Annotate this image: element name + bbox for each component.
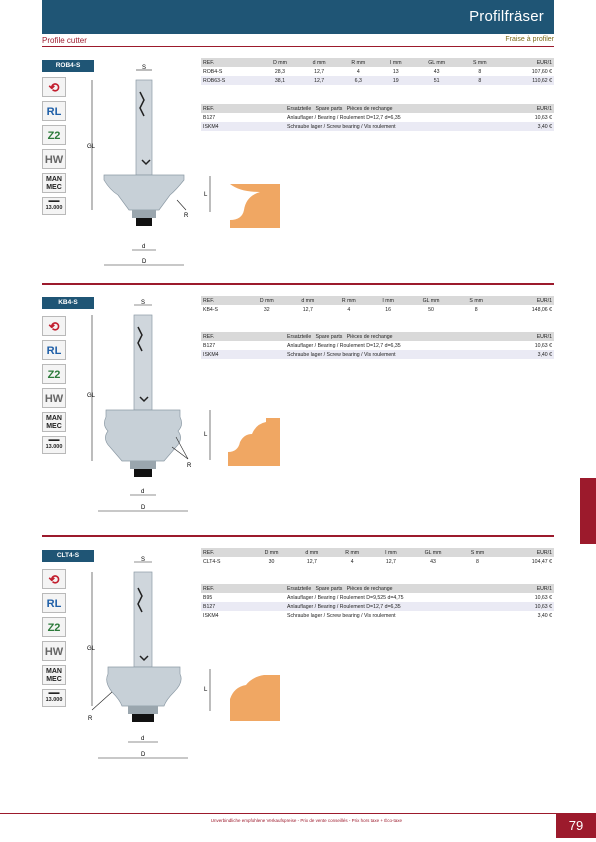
rl-icon: RL: [42, 340, 66, 360]
parts-table-kb4: REF. Ersatzteile Spare parts Pièces de rechange EUR/1 B127 Anlauflager / Bearing / Roulement D=12,7 d=6,35 10,63 € ISKM4 Schraube lager / Screw bearing / Vis roulement 3,40 €: [203, 333, 552, 358]
table-row: B127 Anlauflager / Bearing / Roulement D=12,7 d=6,35 10,63 €: [203, 114, 552, 121]
rl-icon: RL: [42, 593, 66, 613]
table-row: B95 Anlauflager / Bearing / Roulement D=9,525 d=4,75 10,63 €: [203, 594, 552, 601]
subtitle-french: Fraise à profiler: [505, 36, 554, 43]
table-row: KB4-S 32 12,7 4 16 50 8 148,06 €: [203, 306, 552, 313]
dim-d-label: d: [141, 736, 145, 742]
rotation-icon: ⟲: [42, 569, 66, 589]
man-mec-icon: MAN MEC: [42, 412, 66, 432]
product-table-rob4: REF. D mm d mm R mm I mm GL mm S mm EUR/1 ROB4-S 28,3 12,7 4 13 43 8 107,60 € ROB63-S 38,1 12,7 6,3 19 51 8 110,62 €: [203, 59, 552, 84]
dim-r-line: [177, 200, 186, 210]
wood-profile: [230, 675, 280, 721]
hw-icon: HW: [42, 641, 66, 661]
product-code-badge: CLT4-S: [42, 550, 94, 562]
page-header: [42, 0, 554, 34]
cutter-body: [107, 667, 181, 706]
dim-D-label: D: [141, 505, 146, 511]
divider: [42, 46, 554, 47]
dim-D-label: D: [141, 752, 146, 758]
z2-icon: Z2: [42, 617, 66, 637]
wood-profile: [230, 184, 280, 228]
dim-l-label: L: [204, 192, 208, 198]
product-table-clt4: REF. D mm d mm R mm I mm GL mm S mm EUR/1 CLT4-S 30 12,7 4 12,7 43 8 104,47 €: [203, 549, 552, 565]
cutter-drawing-kb4: [84, 297, 204, 522]
cutter-drawing-clt4: [84, 550, 204, 768]
feature-icons: [42, 316, 68, 458]
shank: [134, 572, 152, 667]
z2-icon: Z2: [42, 125, 66, 145]
table-row: ISKM4 Schraube lager / Screw bearing / Vis roulement 3,40 €: [203, 123, 552, 130]
table-row: CLT4-S 30 12,7 4 12,7 43 8 104,47 €: [203, 558, 552, 565]
hw-icon: HW: [42, 388, 66, 408]
dim-r-line: [176, 437, 188, 459]
table-row: B127 Anlauflager / Bearing / Roulement D=12,7 d=6,35 10,63 €: [203, 603, 552, 610]
rl-icon: RL: [42, 101, 66, 121]
man-mec-icon: MAN MEC: [42, 173, 66, 193]
man-mec-icon: MAN MEC: [42, 665, 66, 685]
cutter-body: [104, 175, 184, 210]
section-divider: [42, 283, 554, 285]
product-code-badge: KB4-S: [42, 297, 94, 309]
product-code-badge: ROB4-S: [42, 60, 94, 72]
bearing-screw: [136, 218, 152, 226]
table-row: ROB4-S 28,3 12,7 4 13 43 8 107,60 €: [203, 68, 552, 75]
profile-swatch-kb4: [200, 408, 285, 468]
shank-label-icon: ▬▬ 13.000: [42, 436, 66, 454]
dim-l-label: L: [204, 432, 208, 438]
profile-swatch-clt4: [200, 663, 285, 723]
dim-s-label: S: [140, 557, 146, 563]
chapter-tab: [580, 478, 596, 544]
dim-gl-label: GL: [87, 646, 96, 652]
table-row: ISKM4 Schraube lager / Screw bearing / Vis roulement 3,40 €: [203, 612, 552, 619]
table-row: B127 Anlauflager / Bearing / Roulement D=12,7 d=6,35 10,63 €: [203, 342, 552, 349]
profile-swatch-rob4: [200, 170, 285, 230]
bearing: [130, 461, 156, 469]
dim-r-label: R: [88, 716, 93, 722]
z2-icon: Z2: [42, 364, 66, 384]
shank-label-icon: ▬▬ 13.000: [42, 689, 66, 707]
footer-note: Unverbindliche empfohlene Verkaufspreise - Prix de vente conseillés - Prix hors taxe + Éco-taxe: [210, 818, 402, 823]
cutter-drawing-rob4: [84, 60, 204, 272]
footer-divider: [0, 813, 596, 814]
feature-icons: [42, 569, 68, 711]
dim-r-label: R: [187, 463, 192, 469]
dim-D-label: D: [142, 259, 147, 265]
parts-table-clt4: REF. Ersatzteile Spare parts Pièces de rechange EUR/1 B95 Anlauflager / Bearing / Roulement D=9,525 d=4,75 10,63 € B127 Anlauflager / Bearing / Roulement D=12,7 d=6,35 10,63 € ISKM4 Schraube lager / Screw bearing / Vis roulement 3,40 €: [203, 585, 552, 619]
dim-l-label: L: [204, 687, 208, 693]
page-title: Profilfräser: [469, 8, 544, 25]
parts-table-rob4: REF. Ersatzteile Spare parts Pièces de rechange EUR/1 B127 Anlauflager / Bearing / Roulement D=12,7 d=6,35 10,63 € ISKM4 Schraube lager / Screw bearing / Vis roulement 3,40 €: [203, 105, 552, 130]
page-number: 79: [556, 814, 596, 838]
dim-gl-label: GL: [87, 144, 96, 150]
dim-r-label: R: [184, 213, 189, 219]
table-row: ROB63-S 38,1 12,7 6,3 19 51 8 110,62 €: [203, 77, 552, 84]
shank: [134, 315, 152, 410]
cutter-body: [104, 410, 181, 461]
wood-profile: [228, 418, 280, 466]
bearing: [132, 210, 156, 218]
product-table-kb4: REF. D mm d mm R mm I mm GL mm S mm EUR/1 KB4-S 32 12,7 4 16 50 8 148,06 €: [203, 297, 552, 313]
hw-icon: HW: [42, 149, 66, 169]
table-row: ISKM4 Schraube lager / Screw bearing / Vis roulement 3,40 €: [203, 351, 552, 358]
dim-r-line: [92, 692, 112, 710]
shank-label-icon: ▬▬ 13.000: [42, 197, 66, 215]
dim-r-line-2: [172, 447, 188, 459]
section-divider: [42, 535, 554, 537]
dim-s-label: S: [140, 300, 146, 306]
dim-d-label: d: [142, 244, 146, 250]
rotation-icon: ⟲: [42, 316, 66, 336]
bearing: [128, 706, 158, 714]
dim-s-label: S: [141, 65, 147, 71]
bearing-screw: [134, 469, 152, 477]
rotation-icon: ⟲: [42, 77, 66, 97]
subtitle-english: Profile cutter: [42, 36, 87, 45]
bearing-screw: [132, 714, 154, 722]
feature-icons: [42, 77, 68, 219]
dim-gl-label: GL: [87, 393, 96, 399]
dim-d-label: d: [141, 489, 145, 495]
